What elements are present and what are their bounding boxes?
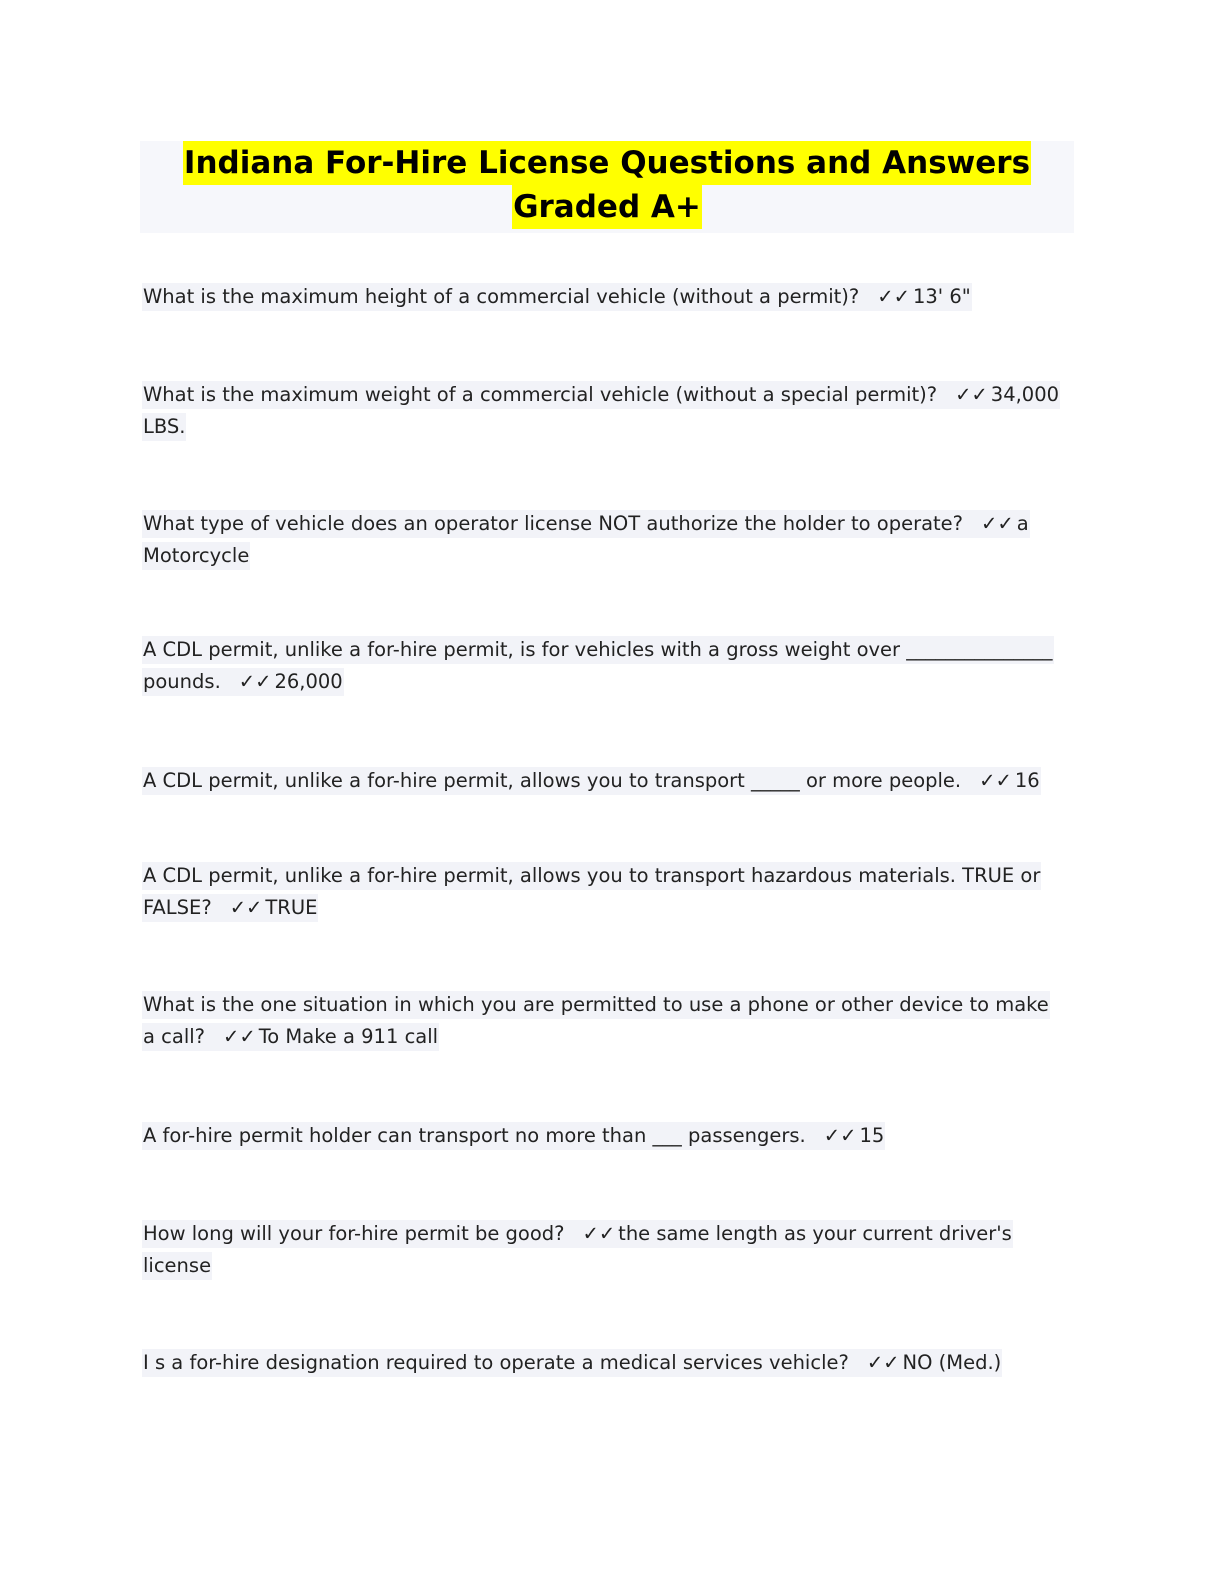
document-title [140,141,1074,233]
title-line-1: Indiana For-Hire License Questions and Answers [183,141,1031,185]
question-text: What type of vehicle does an operator license NOT authorize the holder to operate? [143,512,964,535]
double-check-icon: ✓✓ [866,1351,900,1374]
double-check-icon: ✓✓ [582,1222,616,1245]
question-text: I s a for-hire designation required to operate a medical services vehicle? [143,1351,849,1374]
qa-item-3 [142,508,1062,572]
qa-item-9 [142,1218,1062,1282]
qa-item-8 [142,1120,1062,1152]
question-text: How long will your for-hire permit be good? [143,1222,565,1245]
answer-text: 26,000 [274,670,343,693]
double-check-icon: ✓✓ [229,896,263,919]
question-text: A for-hire permit holder can transport no more than ___ passengers. [143,1124,806,1147]
answer-text: 13' 6" [912,285,971,308]
double-check-icon: ✓✓ [877,285,910,308]
double-check-icon: ✓✓ [981,512,1014,535]
question-text: What is the maximum height of a commercial vehicle (without a permit)? [143,285,860,308]
qa-item-6 [142,860,1062,924]
double-check-icon: ✓✓ [238,670,272,693]
double-check-icon: ✓✓ [979,769,1012,792]
answer-text: NO (Med.) [902,1351,1002,1374]
title-line-2: Graded A+ [512,185,702,229]
question-text: What is the one situation in which you are permitted to use a phone or other device to make a call? [143,993,1049,1048]
answer-text: 16 [1014,769,1040,792]
answer-text: 34,000 LBS. [143,383,1060,438]
qa-item-1 [142,281,1062,313]
answer-text: To Make a 911 call [258,1025,439,1048]
question-text: A CDL permit, unlike a for-hire permit, is for vehicles with a gross weight over _______________ pounds. [143,638,1053,693]
answer-text: a Motorcycle [143,512,1029,567]
answer-text: 15 [859,1124,885,1147]
double-check-icon: ✓✓ [223,1025,256,1048]
answer-text: TRUE [265,896,318,919]
question-text: A CDL permit, unlike a for-hire permit, allows you to transport hazardous materials. TRUE or FALSE? [143,864,1041,919]
qa-item-10 [142,1347,1062,1379]
answer-text: the same length as your current driver's license [143,1222,1012,1277]
double-check-icon: ✓✓ [823,1124,857,1147]
qa-item-7 [142,989,1062,1053]
question-text: What is the maximum weight of a commercial vehicle (without a special permit)? [143,383,938,406]
question-text: A CDL permit, unlike a for-hire permit, allows you to transport _____ or more people. [143,769,962,792]
qa-item-4 [142,634,1062,698]
qa-item-2 [142,379,1062,443]
qa-item-5 [142,765,1062,797]
double-check-icon: ✓✓ [955,383,988,406]
